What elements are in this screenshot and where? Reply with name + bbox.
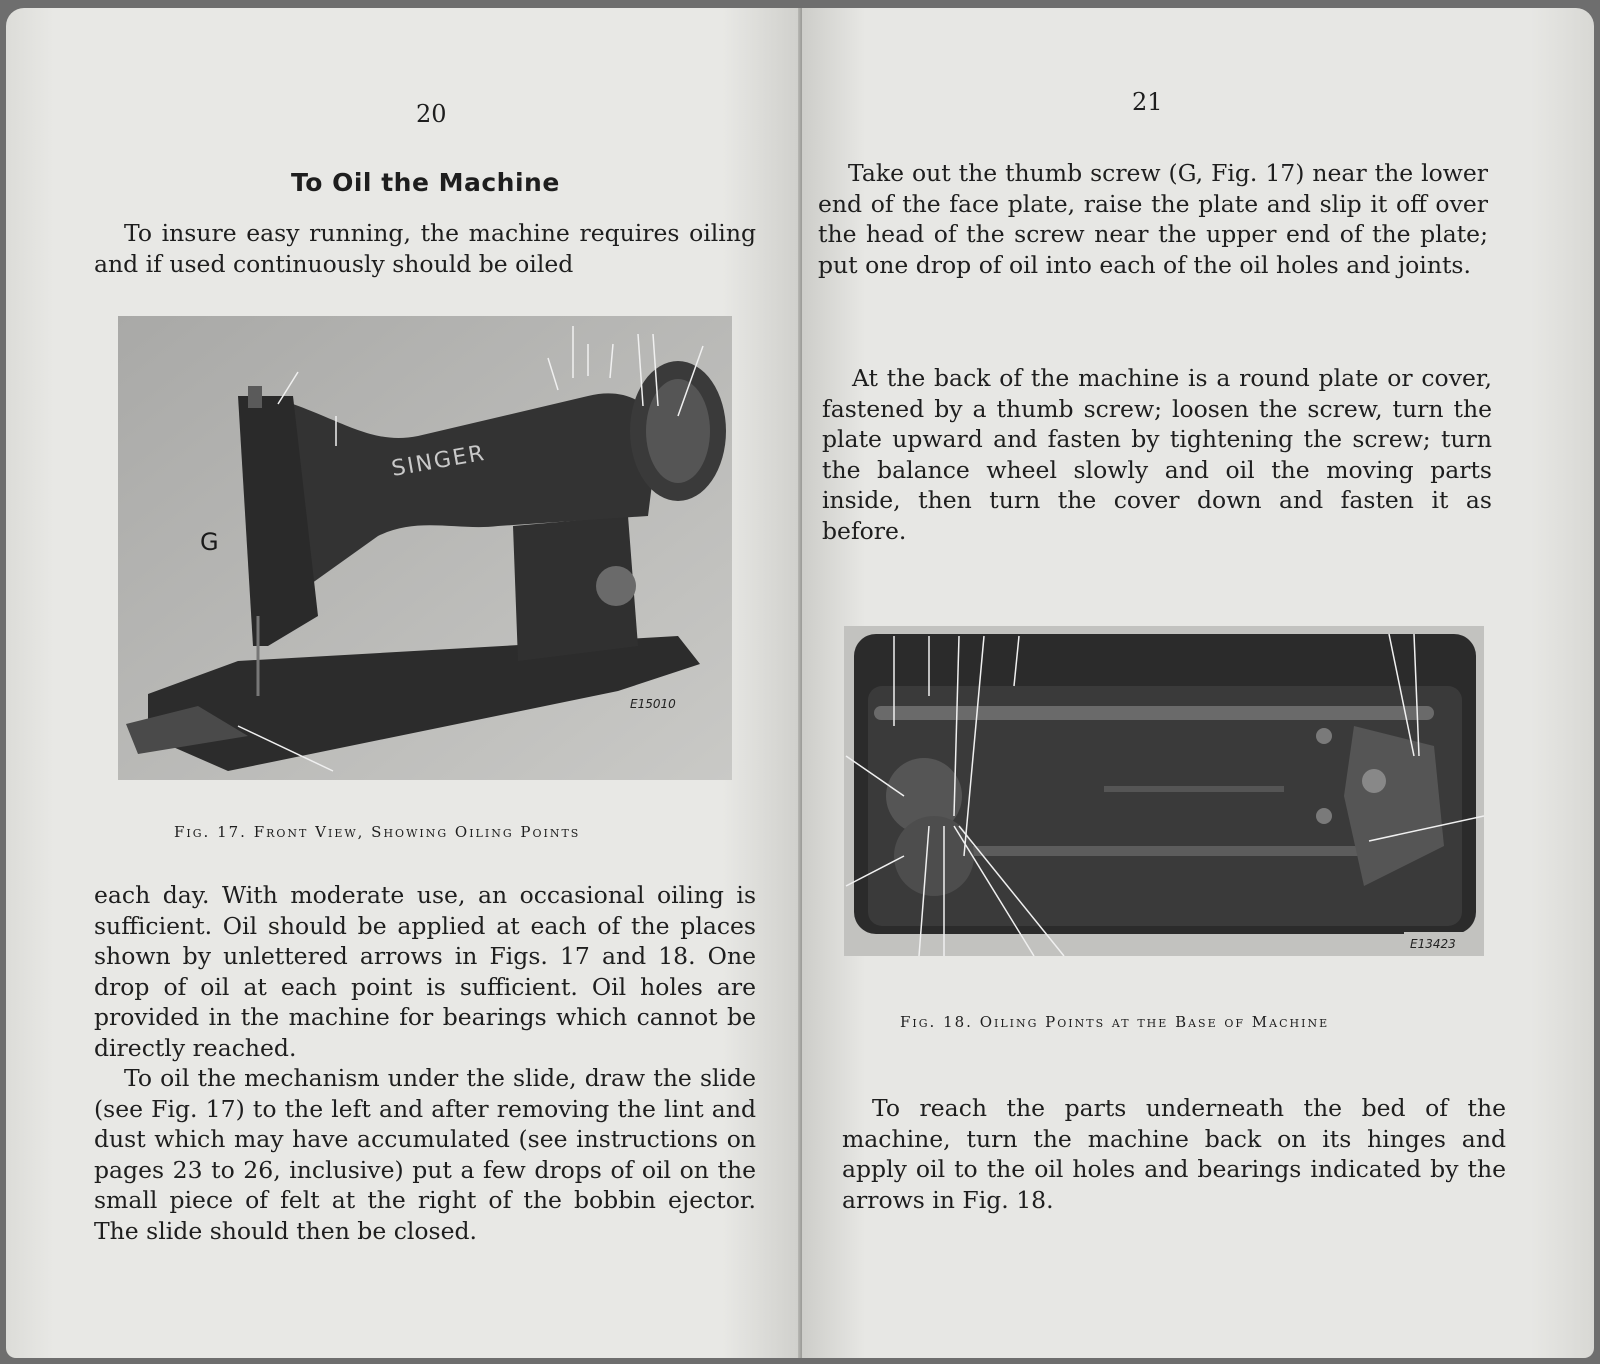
machine-base-illustration: [844, 626, 1484, 956]
plate-code: E15010: [630, 697, 676, 711]
page-number: 21: [1132, 88, 1163, 116]
figure-17-caption: Fig. 17. Front View, Showing Oiling Points: [174, 823, 581, 841]
brand-text: SINGER: [389, 440, 488, 482]
figure-17-photo: [118, 316, 732, 780]
section-title: To Oil the Machine: [291, 168, 560, 197]
figure-18-photo: [844, 626, 1484, 956]
intro-paragraph: To insure easy running, the machine requires oiling and if used continuously should be oiled: [94, 219, 756, 278]
figure-18-caption: Fig. 18. Oiling Points at the Base of Machine: [900, 1013, 1330, 1031]
body-paragraph-1: Take out the thumb screw (G, Fig. 17) near the lower end of the face plate, raise the plate and slip it off over the head of the screw near the upper end of the plate; put one drop of oil into each of the oil holes and joints.: [818, 159, 1488, 279]
body-paragraph-2: At the back of the machine is a round plate or cover, fastened by a thumb screw; loosen the screw, turn the plate upward and fasten by tightening the screw; turn the balance wheel slowly and oil the moving parts inside, then turn the cover down and fasten it as before.: [822, 364, 1492, 545]
label-g: G: [200, 528, 219, 556]
body-paragraph-1: each day. With moderate use, an occasional oiling is sufficient. Oil should be applied at each of the places shown by unlettered arrows in Figs. 17 and 18. One drop of oil at each point is sufficient. Oil holes are provided in the machine for bearings which cannot be directly reached.: [94, 881, 756, 1062]
body-paragraph-3: To reach the parts underneath the bed of the machine, turn the machine back on its hinges and apply oil to the oil holes and bearings indicated by the arrows in Fig. 18.: [842, 1094, 1506, 1214]
sewing-machine-illustration: [118, 316, 732, 780]
page-number: 20: [416, 100, 447, 128]
plate-code: E13423: [1410, 937, 1456, 951]
body-paragraph-2: To oil the mechanism under the slide, draw the slide (see Fig. 17) to the left and after removing the lint and dust which may have accumulated (see instructions on pages 23 to 26, inclusive) put a few drops of oil on the small piece of felt at the right of the bobbin ejector. The slide should then be closed.: [94, 1064, 756, 1245]
right-page: [802, 8, 1594, 1358]
left-page: [6, 8, 802, 1358]
